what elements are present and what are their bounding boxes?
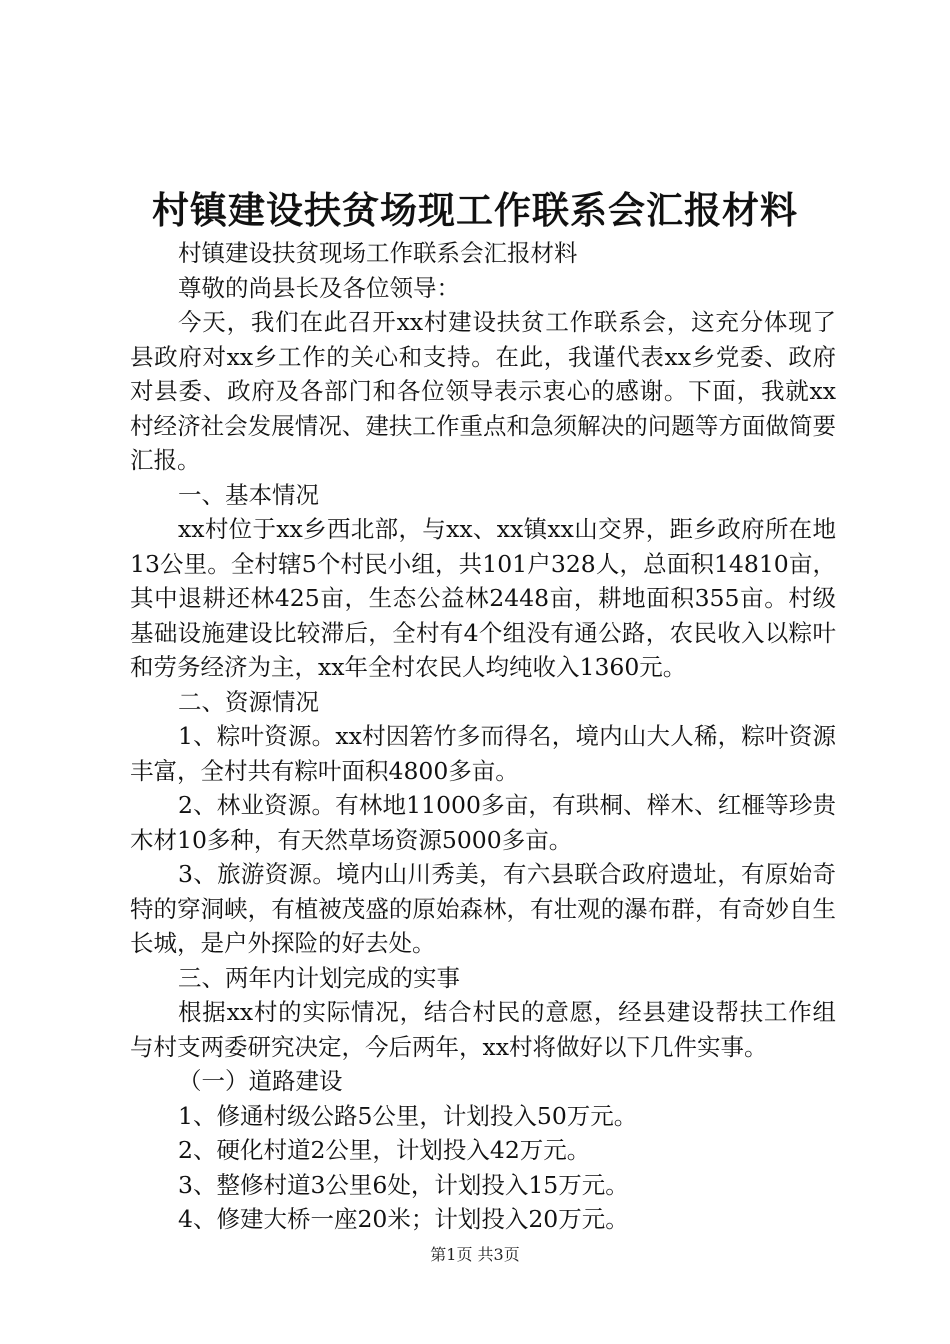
page-footer: 第1页 共3页 — [430, 1245, 520, 1264]
paragraph-salutation: 尊敬的尚县长及各位领导： — [178, 273, 460, 302]
list-item: 4、修建大桥一座20米；计划投入20万元。 — [178, 1205, 629, 1233]
paragraph-resource-1: 1、粽叶资源。xx村因箬竹多而得名，境内山大人稀，粽叶资源丰富，全村共有粽叶面积4800多亩。 — [130, 722, 836, 785]
paragraph-subtitle: 村镇建设扶贫现场工作联系会汇报材料 — [178, 239, 578, 267]
paragraph-basic-info: xx村位于xx乡西北部，与xx、xx镇xx山交界，距乡政府所在地13公里。全村辖5个村民小组，共101户328人，总面积14810亩，其中退耕还林425亩，生态公益林2448亩，耕地面积355亩。村级基础设施建设比较滞后，全村有4个组没有通公路，农民收入以粽叶和劳务经济为主，xx年全村农民人均纯收入1360元。 — [130, 515, 836, 681]
subsection-heading-roads: （一）道路建设 — [178, 1067, 343, 1095]
section-heading-resources: 二、资源情况 — [178, 687, 319, 716]
document-title: 村镇建设扶贫场现工作联系会汇报材料 — [152, 188, 798, 232]
section-heading-plans: 三、两年内计划完成的实事 — [178, 963, 460, 992]
paragraph-resource-2: 2、林业资源。有林地11000多亩，有珙桐、榉木、红榧等珍贵木材10多种，有天然草场资源5000多亩。 — [130, 791, 836, 854]
document-body — [130, 236, 836, 1237]
list-item: 1、修通村级公路5公里，计划投入50万元。 — [178, 1101, 638, 1130]
paragraph-resource-3: 3、旅游资源。境内山川秀美，有六县联合政府遗址，有原始奇特的穿洞峡，有植被茂盛的原始森林，有壮观的瀑布群，有奇妙自生长城，是户外探险的好去处。 — [130, 860, 836, 957]
list-item: 3、整修村道3公里6处，计划投入15万元。 — [178, 1170, 629, 1199]
section-heading-basic: 一、基本情况 — [178, 480, 319, 509]
paragraph-plans-intro: 根据xx村的实际情况，结合村民的意愿，经县建设帮扶工作组与村支两委研究决定，今后两年，xx村将做好以下几件实事。 — [130, 998, 836, 1061]
list-item: 2、硬化村道2公里，计划投入42万元。 — [178, 1136, 591, 1164]
paragraph-intro: 今天，我们在此召开xx村建设扶贫工作联系会，这充分体现了县政府对xx乡工作的关心和支持。在此，我谨代表xx乡党委、政府对县委、政府及各部门和各位领导表示衷心的感谢。下面，我就xx村经济社会发展情况、建扶工作重点和急须解决的问题等方面做简要汇报。 — [130, 308, 836, 474]
